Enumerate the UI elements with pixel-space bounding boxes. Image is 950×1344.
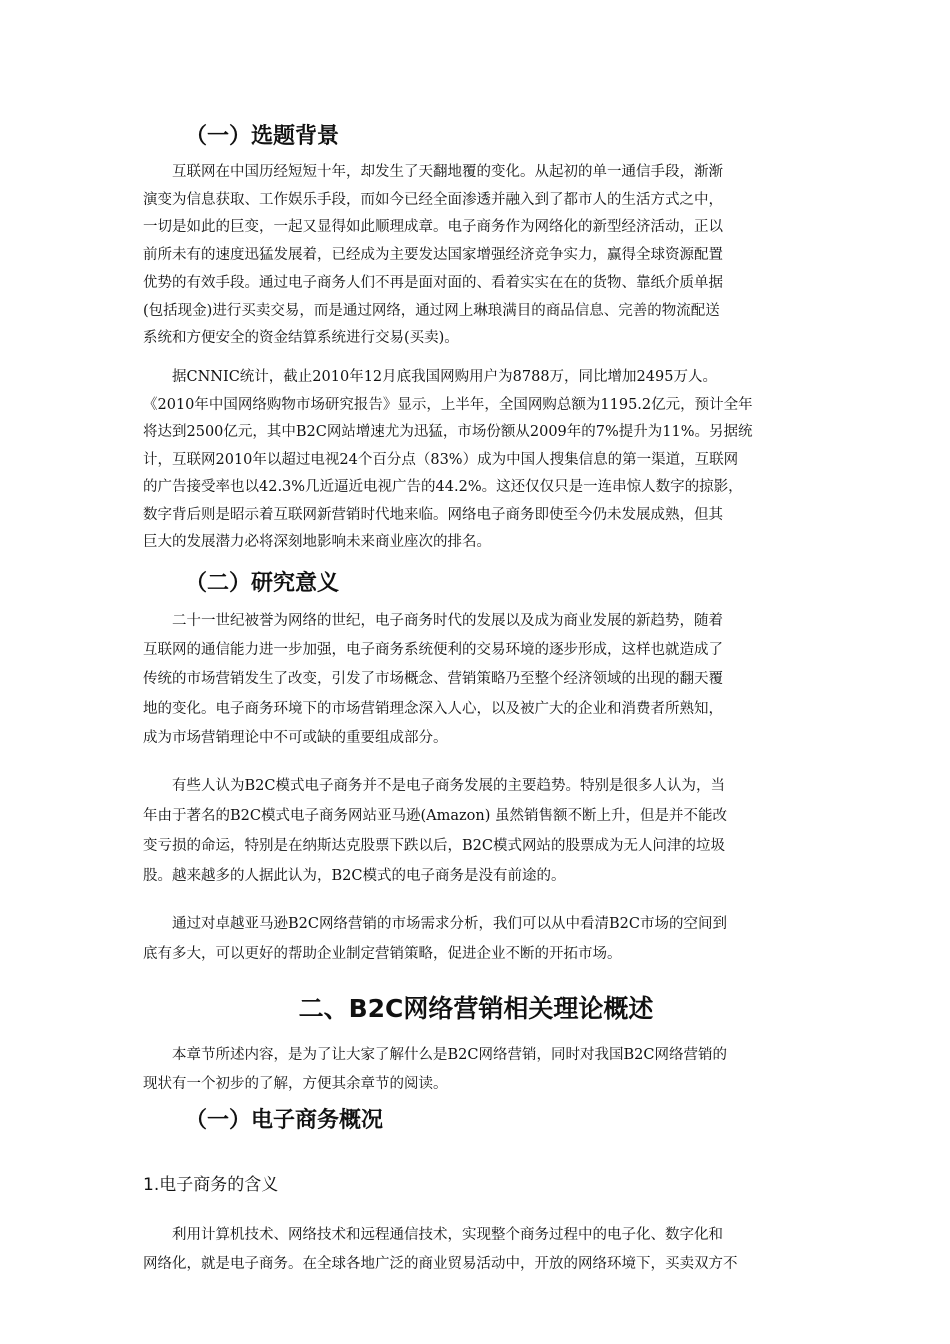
paragraph-significance-1 <box>143 607 809 753</box>
paragraph-significance-2 <box>143 771 809 891</box>
text-line: 利用计算机技术、网络技术和远程通信技术，实现整个商务过程中的电子化、数字化和 <box>172 1227 723 1244</box>
paragraph-definition <box>143 1221 809 1279</box>
text-line: 网络化，就是电子商务。在全球各地广泛的商业贸易活动中，开放的网络环境下，买卖双方不 <box>143 1256 738 1273</box>
text-line: 变亏损的命运，特别是在纳斯达克股票下跌以后，B2C模式网站的股票成为无人问津的垃圾 <box>143 838 725 855</box>
text-line: 互联网在中国历经短短十年，却发生了天翻地覆的变化。从起初的单一通信手段，渐渐 <box>172 164 723 180</box>
text-line: 股。越来越多的人据此认为，B2C模式的电子商务是没有前途的。 <box>143 868 566 885</box>
text-line: 本章节所述内容，是为了让大家了解什么是B2C网络营销，同时对我国B2C网络营销的 <box>172 1047 727 1064</box>
paragraph-significance-3 <box>143 909 809 969</box>
text-line: 将达到2500亿元，其中B2C网站增速尤为迅猛，市场份额从2009年的7%提升为11%。另据统 <box>143 424 753 441</box>
section-heading-significance: （二）研究意义 <box>185 571 340 597</box>
text-line: 有些人认为B2C模式电子商务并不是电子商务发展的主要趋势。特别是很多人认为，当 <box>172 778 725 795</box>
text-line: 据CNNIC统计，截止2010年12月底我国网购用户为8788万，同比增加2495万人。 <box>172 368 717 385</box>
text-line: 成为市场营销理论中不可或缺的重要组成部分。 <box>143 729 448 746</box>
text-line: 演变为信息获取、工作娱乐手段，而如今已经全面渗透并融入到了都市人的生活方式之中， <box>143 191 723 208</box>
text-line: 通过对卓越亚马逊B2C网络营销的市场需求分析，我们可以从中看清B2C市场的空间到 <box>172 916 727 933</box>
section-heading-background: （一）选题背景 <box>185 124 340 149</box>
subsection-heading-definition: 1.电子商务的含义 <box>143 1175 279 1196</box>
text-line: 地的变化。电子商务环境下的市场营销理念深入人心，以及被广大的企业和消费者所熟知， <box>143 700 723 717</box>
text-line: 巨大的发展潜力必将深刻地影响未来商业座次的排名。 <box>143 534 491 551</box>
page-content <box>143 118 809 1279</box>
text-line: 数字背后则是昭示着互联网新营销时代地来临。网络电子商务即使至今仍未发展成熟，但其 <box>143 506 723 523</box>
chapter-heading: 二、B2C网络营销相关理论概述 <box>298 994 654 1024</box>
text-line: 底有多大，可以更好的帮助企业制定营销策略，促进企业不断的开拓市场。 <box>143 946 622 963</box>
text-line: 一切是如此的巨变，一起又显得如此顺理成章。电子商务作为网络化的新型经济活动，正以 <box>143 219 723 236</box>
text-line: 年由于著名的B2C模式电子商务网站亚马逊(Amazon) 虽然销售额不断上升，但是并不能改 <box>143 808 727 825</box>
text-line: 前所未有的速度迅猛发展着，已经成为主要发达国家增强经济竞争实力，赢得全球资源配置 <box>143 247 723 264</box>
paragraph-background-1 <box>143 159 809 353</box>
text-line: 二十一世纪被誉为网络的世纪，电子商务时代的发展以及成为商业发展的新趋势，随着 <box>172 613 723 630</box>
text-line: 现状有一个初步的了解，方便其余章节的阅读。 <box>143 1076 448 1093</box>
text-line: 传统的市场营销发生了改变，引发了市场概念、营销策略乃至整个经济领域的出现的翻天覆 <box>143 671 723 688</box>
text-line: 的广告接受率也以42.3%几近逼近电视广告的44.2%。这还仅仅只是一连串惊人数字的掠影， <box>143 479 743 496</box>
section-heading-ecommerce: （一）电子商务概况 <box>185 1108 384 1134</box>
text-line: 优势的有效手段。通过电子商务人们不再是面对面的、看着实实在在的货物、靠纸介质单据 <box>143 274 723 291</box>
text-line: (包括现金)进行买卖交易，而是通过网络，通过网上琳琅满目的商品信息、完善的物流配送 <box>143 302 720 319</box>
text-line: 计，互联网2010年以超过电视24个百分点（83%）成为中国人搜集信息的第一渠道，互联网 <box>143 451 739 468</box>
text-line: 系统和方便安全的资金结算系统进行交易(买卖)。 <box>143 330 459 347</box>
paragraph-background-2 <box>143 364 809 557</box>
paragraph-chapter-intro <box>143 1041 809 1099</box>
text-line: 《2010年中国网络购物市场研究报告》显示，上半年，全国网购总额为1195.2亿元，预计全年 <box>143 396 753 413</box>
text-line: 互联网的通信能力进一步加强，电子商务系统便利的交易环境的逐步形成，这样也就造成了 <box>143 642 723 659</box>
